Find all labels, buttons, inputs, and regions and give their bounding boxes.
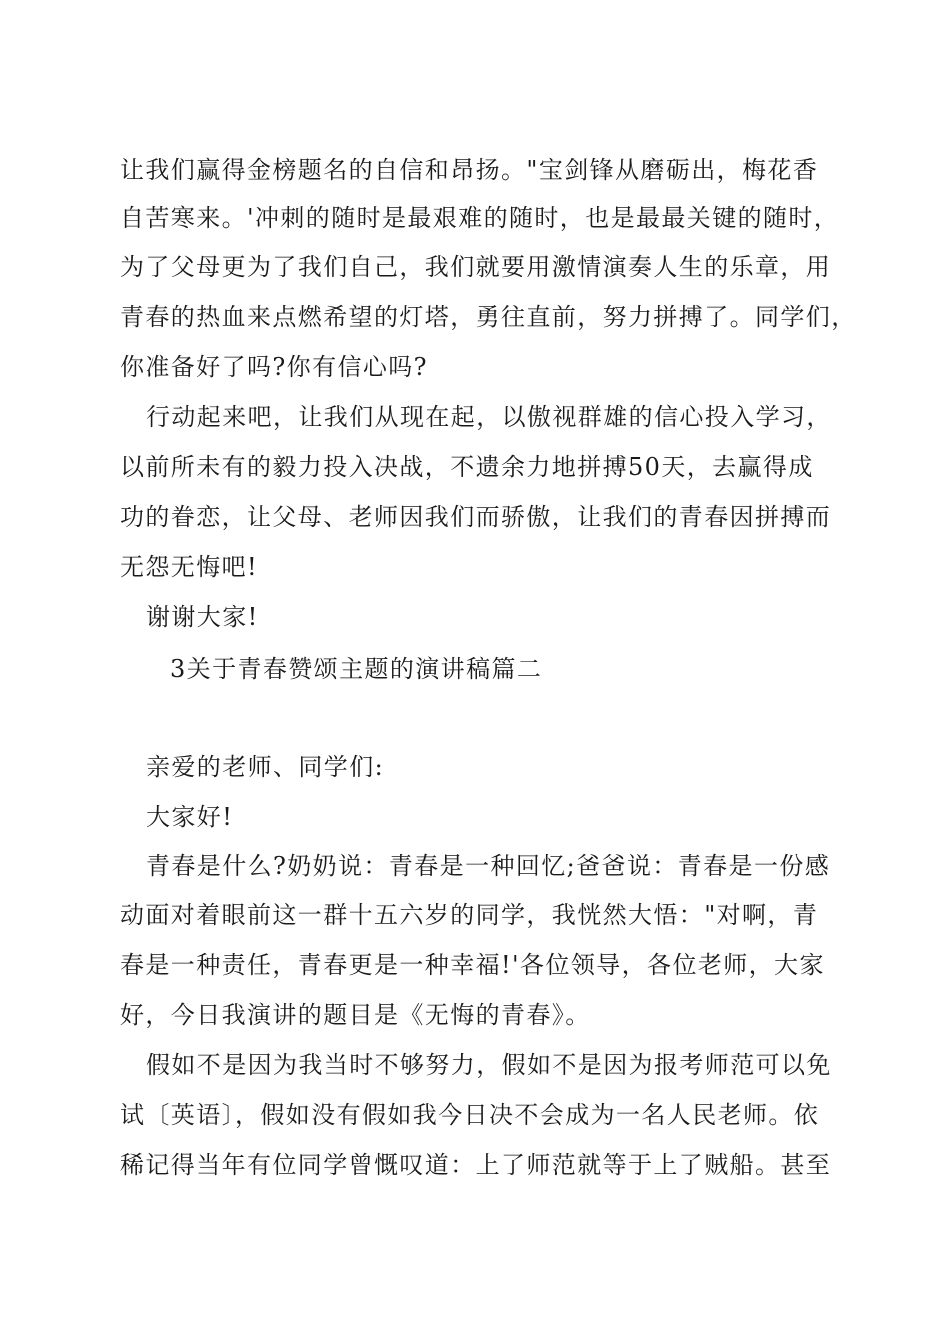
body-text-line: 稀记得当年有位同学曾慨叹道：上了师范就等于上了贼船。甚至 [120, 1151, 832, 1179]
closing-thanks: 谢谢大家! [146, 603, 259, 631]
body-text-line: 为了父母更为了我们自己，我们就要用激情演奏人生的乐章，用 [120, 253, 832, 281]
body-text-line: 青春的热血来点燃希望的灯塔，勇往直前，努力拼搏了。同学们， [120, 303, 857, 331]
body-text-line: 好，今日我演讲的题目是《无悔的青春》。 [120, 1001, 591, 1029]
body-text-line: 让我们赢得金榜题名的自信和昂扬。"宝剑锋从磨砺出，梅花香 [120, 156, 819, 184]
paragraph-start-line: 青春是什么?奶奶说：青春是一种回忆;爸爸说：青春是一份感 [146, 852, 831, 880]
greeting: 大家好! [146, 803, 234, 831]
body-text-line: 你准备好了吗?你有信心吗? [120, 353, 428, 381]
body-text-line: 春是一种责任，青春更是一种幸福!'各位领导，各位老师，大家 [120, 951, 825, 979]
body-text-line: 动面对着眼前这一群十五六岁的同学，我恍然大悟："对啊，青 [120, 901, 819, 929]
body-text-line: 自苦寒来。'冲刺的随时是最艰难的随时，也是最最关键的随时， [120, 204, 840, 232]
body-text-line: 以前所未有的毅力投入决战，不遗余力地拼搏50天，去赢得成 [120, 453, 814, 481]
body-text-line: 试〔英语〕，假如没有假如我今日决不会成为一名人民老师。依 [120, 1101, 820, 1129]
body-text-line: 无怨无悔吧! [120, 553, 259, 581]
body-text-line: 功的眷恋，让父母、老师因我们而骄傲，让我们的青春因拼搏而 [120, 503, 832, 531]
paragraph-start-line: 行动起来吧，让我们从现在起，以傲视群雄的信心投入学习， [146, 403, 832, 431]
paragraph-start-line: 假如不是因为我当时不够努力，假如不是因为报考师范可以免 [146, 1051, 832, 1079]
salutation: 亲爱的老师、同学们: [146, 753, 385, 781]
section-heading: 3关于青春赞颂主题的演讲稿篇二 [170, 655, 543, 683]
